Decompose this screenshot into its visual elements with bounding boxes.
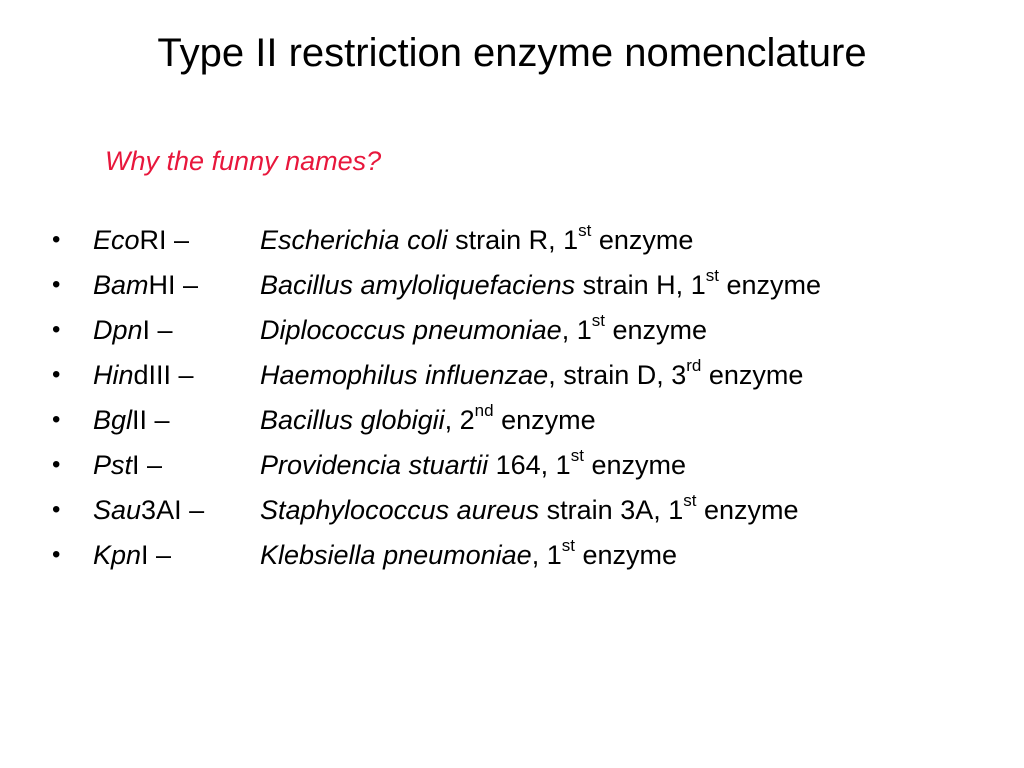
enzyme-abbreviation: Eco — [93, 225, 140, 255]
ordinal-suffix: st — [683, 491, 697, 510]
enzyme-name — [93, 356, 194, 394]
enzyme-abbreviation: Sau — [93, 495, 142, 525]
list-item — [0, 401, 1000, 446]
description-tail: enzyme — [493, 405, 596, 435]
organism-name: Diplococcus pneumoniae — [260, 315, 562, 345]
enzyme-name — [93, 446, 162, 484]
ordinal-number: 1 — [668, 495, 684, 525]
organism-name: Bacillus amyloliquefaciens — [260, 270, 576, 300]
bullet-icon: • — [52, 316, 61, 343]
ordinal-suffix: st — [561, 536, 575, 555]
description-text: strain 3A, — [539, 495, 669, 525]
enzyme-abbreviation: Hin — [93, 360, 134, 390]
list-item — [0, 491, 1000, 536]
enzyme-name — [93, 536, 171, 574]
description-text: , — [444, 405, 460, 435]
bullet-icon: • — [52, 226, 61, 253]
enzyme-suffix: HI – — [148, 270, 199, 300]
description-tail: enzyme — [591, 225, 694, 255]
enzyme-description — [260, 536, 677, 574]
enzyme-description — [260, 266, 821, 304]
enzyme-suffix: I – — [141, 540, 172, 570]
enzyme-abbreviation: Dpn — [93, 315, 143, 345]
list-item — [0, 446, 1000, 491]
enzyme-name — [93, 221, 189, 259]
description-tail: enzyme — [583, 450, 686, 480]
organism-name: Bacillus globigii — [260, 405, 445, 435]
ordinal-suffix: st — [705, 266, 719, 285]
description-text: strain H, — [575, 270, 691, 300]
enzyme-name — [93, 266, 198, 304]
enzyme-suffix: 3AI – — [141, 495, 205, 525]
description-text: strain R, — [447, 225, 564, 255]
enzyme-suffix: I – — [132, 450, 163, 480]
bullet-icon: • — [52, 406, 61, 433]
enzyme-suffix: I – — [142, 315, 173, 345]
enzyme-suffix: dIII – — [133, 360, 194, 390]
organism-name: Providencia stuartii — [260, 450, 489, 480]
enzyme-abbreviation: Bam — [93, 270, 149, 300]
ordinal-suffix: st — [591, 311, 605, 330]
organism-name: Haemophilus influenzae — [260, 360, 549, 390]
enzyme-description — [260, 491, 799, 529]
enzyme-description — [260, 221, 693, 259]
organism-name: Klebsiella pneumoniae — [260, 540, 532, 570]
enzyme-name — [93, 491, 204, 529]
ordinal-number: 3 — [671, 360, 687, 390]
enzyme-abbreviation: Bgl — [93, 405, 133, 435]
bullet-icon: • — [52, 541, 61, 568]
organism-name: Staphylococcus aureus — [260, 495, 540, 525]
ordinal-number: 1 — [690, 270, 706, 300]
enzyme-abbreviation: Kpn — [93, 540, 142, 570]
ordinal-number: 1 — [563, 225, 579, 255]
bullet-icon: • — [52, 271, 61, 298]
enzyme-abbreviation: Pst — [93, 450, 133, 480]
enzyme-description — [260, 446, 686, 484]
description-tail: enzyme — [701, 360, 804, 390]
enzyme-description — [260, 311, 707, 349]
description-text: , strain D, — [548, 360, 672, 390]
ordinal-suffix: st — [570, 446, 584, 465]
bullet-icon: • — [52, 496, 61, 523]
ordinal-suffix: rd — [686, 356, 702, 375]
enzyme-suffix: RI – — [139, 225, 190, 255]
enzyme-name — [93, 311, 173, 349]
ordinal-number: 1 — [576, 315, 592, 345]
list-item — [0, 356, 1000, 401]
enzyme-name — [93, 401, 170, 439]
ordinal-number: 2 — [459, 405, 475, 435]
description-text: , — [531, 540, 547, 570]
enzyme-description — [260, 401, 596, 439]
description-tail: enzyme — [696, 495, 799, 525]
ordinal-suffix: st — [578, 221, 592, 240]
description-text: 164, — [488, 450, 556, 480]
slide-subtitle: Why the funny names? — [105, 146, 382, 176]
list-item — [0, 536, 1000, 581]
list-item — [0, 266, 1000, 311]
description-text: , — [561, 315, 577, 345]
organism-name: Escherichia coli — [260, 225, 448, 255]
enzyme-suffix: II – — [132, 405, 170, 435]
list-item — [0, 221, 1000, 266]
ordinal-suffix: nd — [474, 401, 494, 420]
description-tail: enzyme — [718, 270, 821, 300]
ordinal-number: 1 — [555, 450, 571, 480]
enzyme-description — [260, 356, 803, 394]
description-tail: enzyme — [574, 540, 678, 570]
description-tail: enzyme — [604, 315, 708, 345]
list-item — [0, 311, 1000, 356]
bullet-icon: • — [52, 451, 61, 478]
bullet-icon: • — [52, 361, 61, 388]
enzyme-list — [0, 221, 1000, 581]
slide-title: Type II restriction enzyme nomenclature — [157, 31, 867, 75]
ordinal-number: 1 — [546, 540, 562, 570]
